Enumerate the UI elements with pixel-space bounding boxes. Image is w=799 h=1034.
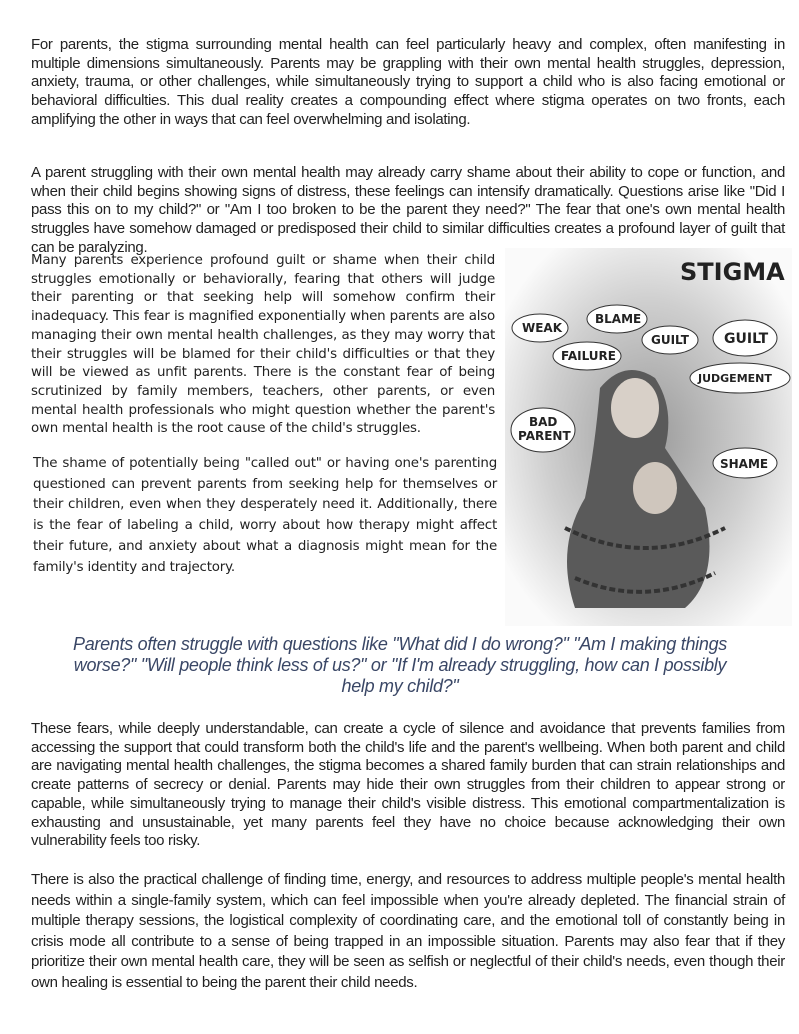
paragraph-cycle-of-silence: These fears, while deeply understandable, can create a cycle of silence and avoidance that prevents families from accessing the support that could transform both the child's life and the parent's wellbeing. When both parent and child are navigating mental health challenges, the stigma becomes a shared family burden that can strain relationships and create patterns of secrecy or denial. Parents may hide their own struggles from their children to appear strong or capable, while simultaneously trying to manage their child's visible distress. This emotional compartmentalization is exhausting and unsustainable, yet many parents feel they have no choice because acknowledging their own vulnerability feels too risky. (31, 720, 785, 850)
stigma-illustration (505, 248, 792, 626)
bubble-judgement: JUDGEMENT (698, 372, 772, 385)
bubble-blame: BLAME (595, 312, 642, 326)
paragraph-practical-challenge: There is also the practical challenge of finding time, energy, and resources to address multiple people's mental health needs within a single-family system, which can feel impossible when you're already depleted. The financial strain of multiple therapy sessions, the logistical complexity of coordinating care, and the emotional toll of constantly being in crisis mode all contribute to a sense of being trapped in an impossible situation. Parents may also fear that if they prioritize their own mental health care, they will be seen as selfish or neglectful of their child's needs, even though their own healing is essential to being the parent their child needs. (31, 871, 785, 991)
bubble-shame: SHAME (720, 457, 769, 471)
bubble-weak: WEAK (522, 321, 563, 335)
bubble-guilt: GUILT (651, 333, 689, 347)
paragraph-parent-shame: A parent struggling with their own mental health may already carry shame about their ability to cope or function, and when their child begins showing signs of distress, these feelings can intensify dramatically. Questions arise like "Did I pass this on to my child?" or "Am I too broken to be the parent they need?" The fear that one's own mental health struggles have somehow damaged or predisposed their child to similar difficulties creates a profound layer of guilt that can be paralyzing. (31, 164, 785, 256)
paragraph-guilt-judgement: Many parents experience profound guilt or shame when their child struggles emotionally or behaviorally, fearing that others will judge their parenting or that seeking help will somehow confirm their inadequacy. This fear is magnified exponentially when parents are also managing their own mental health challenges, as they may worry that their struggles will be blamed for their child's difficulties or that they will be viewed as unfit parents. There is the constant fear of being scrutinized by family members, teachers, other parents, or even mental health professionals who might question whether the parent's own mental health is the root cause of the child's struggles. (31, 253, 495, 437)
bubble-bad: BAD (529, 415, 558, 429)
bubble-guilt-2: GUILT (724, 331, 769, 347)
illustration-title: STIGMA (680, 258, 785, 286)
paragraph-dual-stigma: For parents, the stigma surrounding mental health can feel particularly heavy and complex, often manifesting in multiple dimensions simultaneously. Parents may be grappling with their own mental health struggles, depression, anxiety, trauma, or other challenges, while simultaneously trying to support a child who is also facing emotional or behavioral difficulties. This dual reality creates a compounding effect where stigma operates on two fronts, each amplifying the other in ways that can feel overwhelming and isolating. (31, 36, 785, 128)
bubble-failure: FAILURE (561, 349, 616, 363)
pull-quote: Parents often struggle with questions like "What did I do wrong?" "Am I making things worse?" "Will people think less of us?" or "If I'm already struggling, how can I possibly help my child?" (72, 634, 727, 696)
paragraph-called-out: The shame of potentially being "called out" or having one's parenting questioned can prevent parents from seeking help for themselves or their children, even when they desperately need it. Additionally, there is the fear of labeling a child, worry about how therapy might affect their future, and anxiety about what a diagnosis might mean for the family's identity and trajectory. (33, 456, 497, 575)
bubble-parent: PARENT (518, 429, 571, 443)
